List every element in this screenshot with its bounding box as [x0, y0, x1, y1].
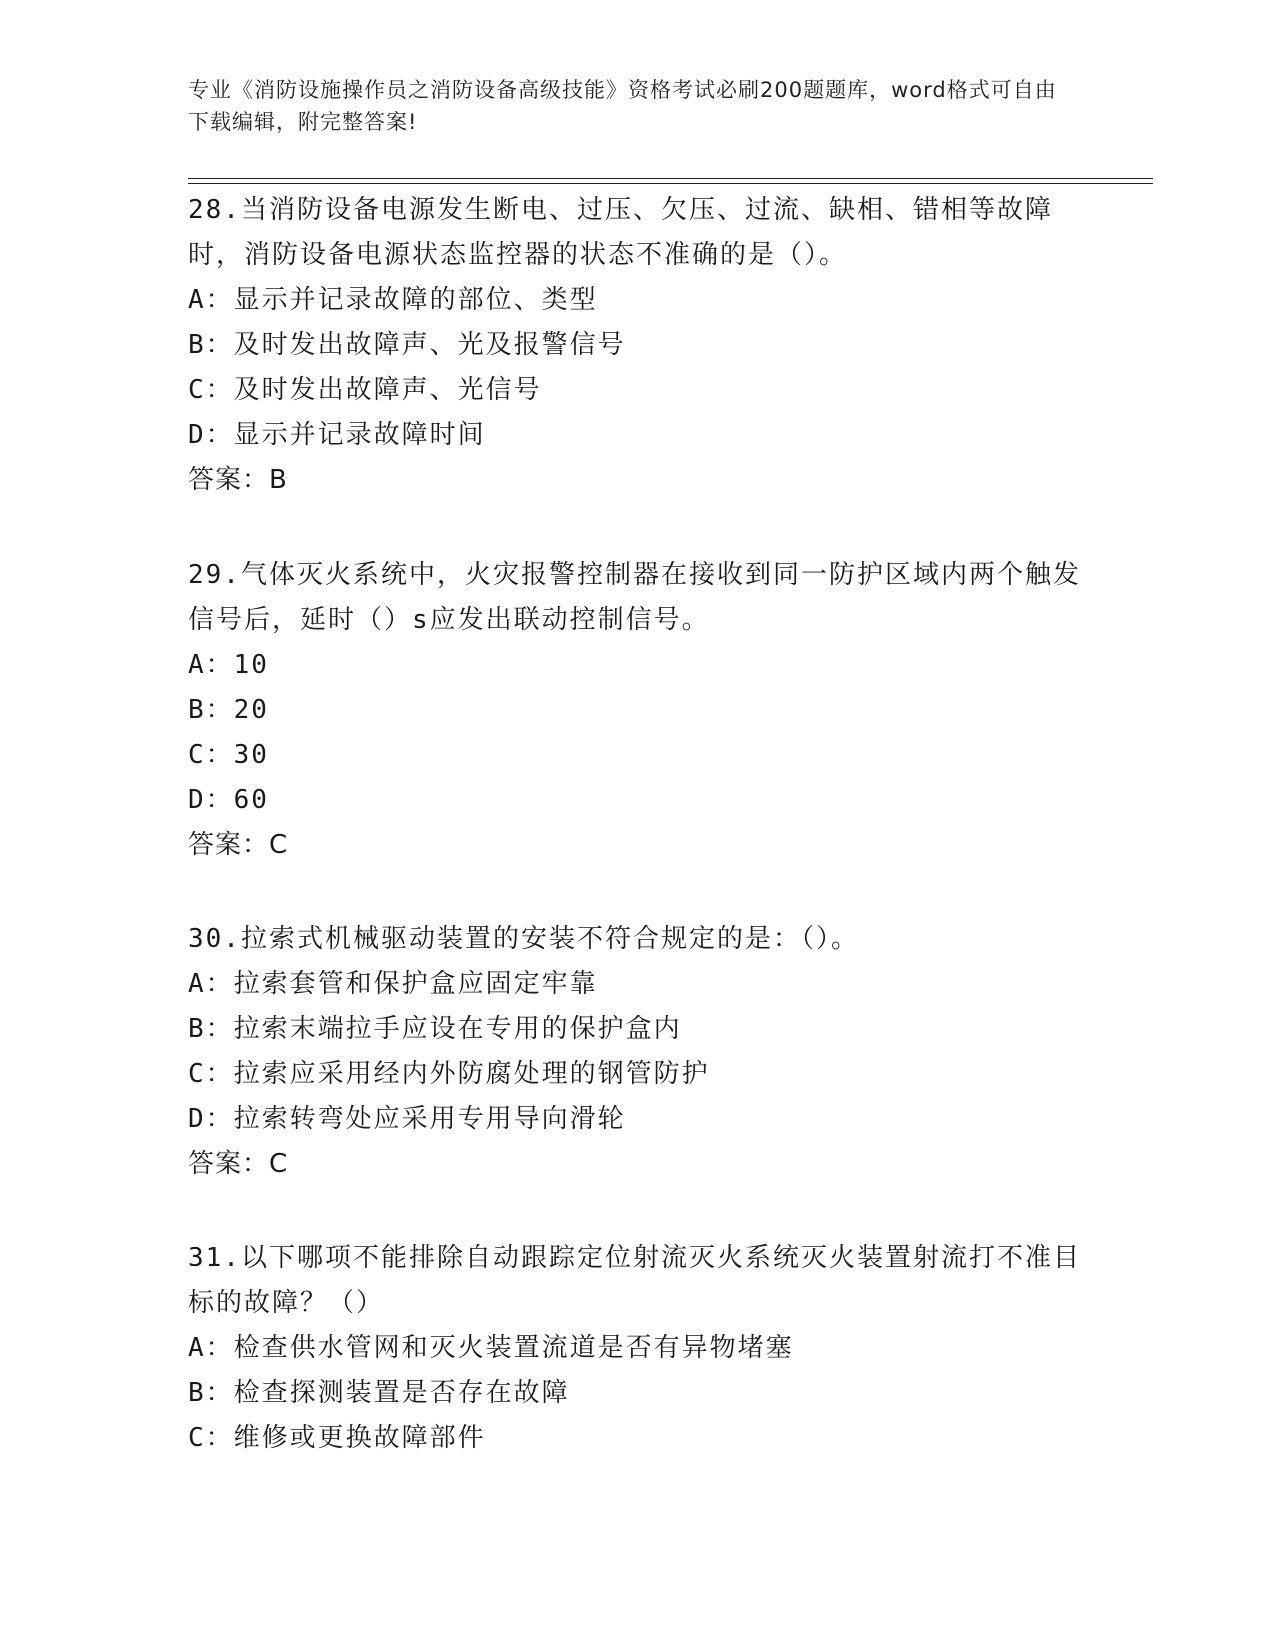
option-c: C：维修或更换故障部件	[188, 1423, 486, 1453]
question-30	[188, 917, 1088, 1187]
option-c: C：拉索应采用经内外防腐处理的钢管防护	[188, 1059, 710, 1089]
option-d: D：拉索转弯处应采用专用导向滑轮	[188, 1104, 626, 1134]
header-divider-bottom	[188, 183, 1153, 184]
option-b: B：拉索末端拉手应设在专用的保护盒内	[188, 1014, 682, 1044]
question-29	[188, 553, 1088, 868]
answer-line: 答案：C	[188, 830, 289, 860]
option-b: B：及时发出故障声、光及报警信号	[188, 330, 626, 360]
question-stem: 28.当消防设备电源发生断电、过压、欠压、过流、缺相、错相等故障时，消防设备电源状态监控器的状态不准确的是（）。	[188, 195, 1053, 270]
option-a: A：拉索套管和保护盒应固定牢靠	[188, 969, 598, 999]
header-divider-top	[188, 178, 1153, 179]
option-d: D：显示并记录故障时间	[188, 420, 486, 450]
question-stem: 31.以下哪项不能排除自动跟踪定位射流灭火系统灭火装置射流打不准目标的故障？（）	[188, 1243, 1081, 1318]
option-a: A：10	[188, 650, 269, 680]
question-28	[188, 188, 1088, 503]
answer-line: 答案：C	[188, 1149, 289, 1179]
option-c: C：30	[188, 740, 269, 770]
option-c: C：及时发出故障声、光信号	[188, 375, 542, 405]
option-b: B：检查探测装置是否存在故障	[188, 1378, 570, 1408]
option-b: B：20	[188, 695, 269, 725]
option-d: D：60	[188, 785, 269, 815]
question-stem: 29.气体灭火系统中，火灾报警控制器在接收到同一防护区域内两个触发信号后，延时（）s应发出联动控制信号。	[188, 560, 1081, 635]
option-a: A：检查供水管网和灭火装置流道是否有异物堵塞	[188, 1333, 794, 1363]
option-a: A：显示并记录故障的部位、类型	[188, 285, 598, 315]
answer-line: 答案：B	[188, 465, 288, 495]
document-header: 专业《消防设施操作员之消防设备高级技能》资格考试必刷200题题库，word格式可自由下载编辑，附完整答案!	[188, 78, 1057, 134]
question-stem: 30.拉索式机械驱动装置的安装不符合规定的是：（）。	[188, 924, 859, 954]
question-31	[188, 1236, 1088, 1461]
